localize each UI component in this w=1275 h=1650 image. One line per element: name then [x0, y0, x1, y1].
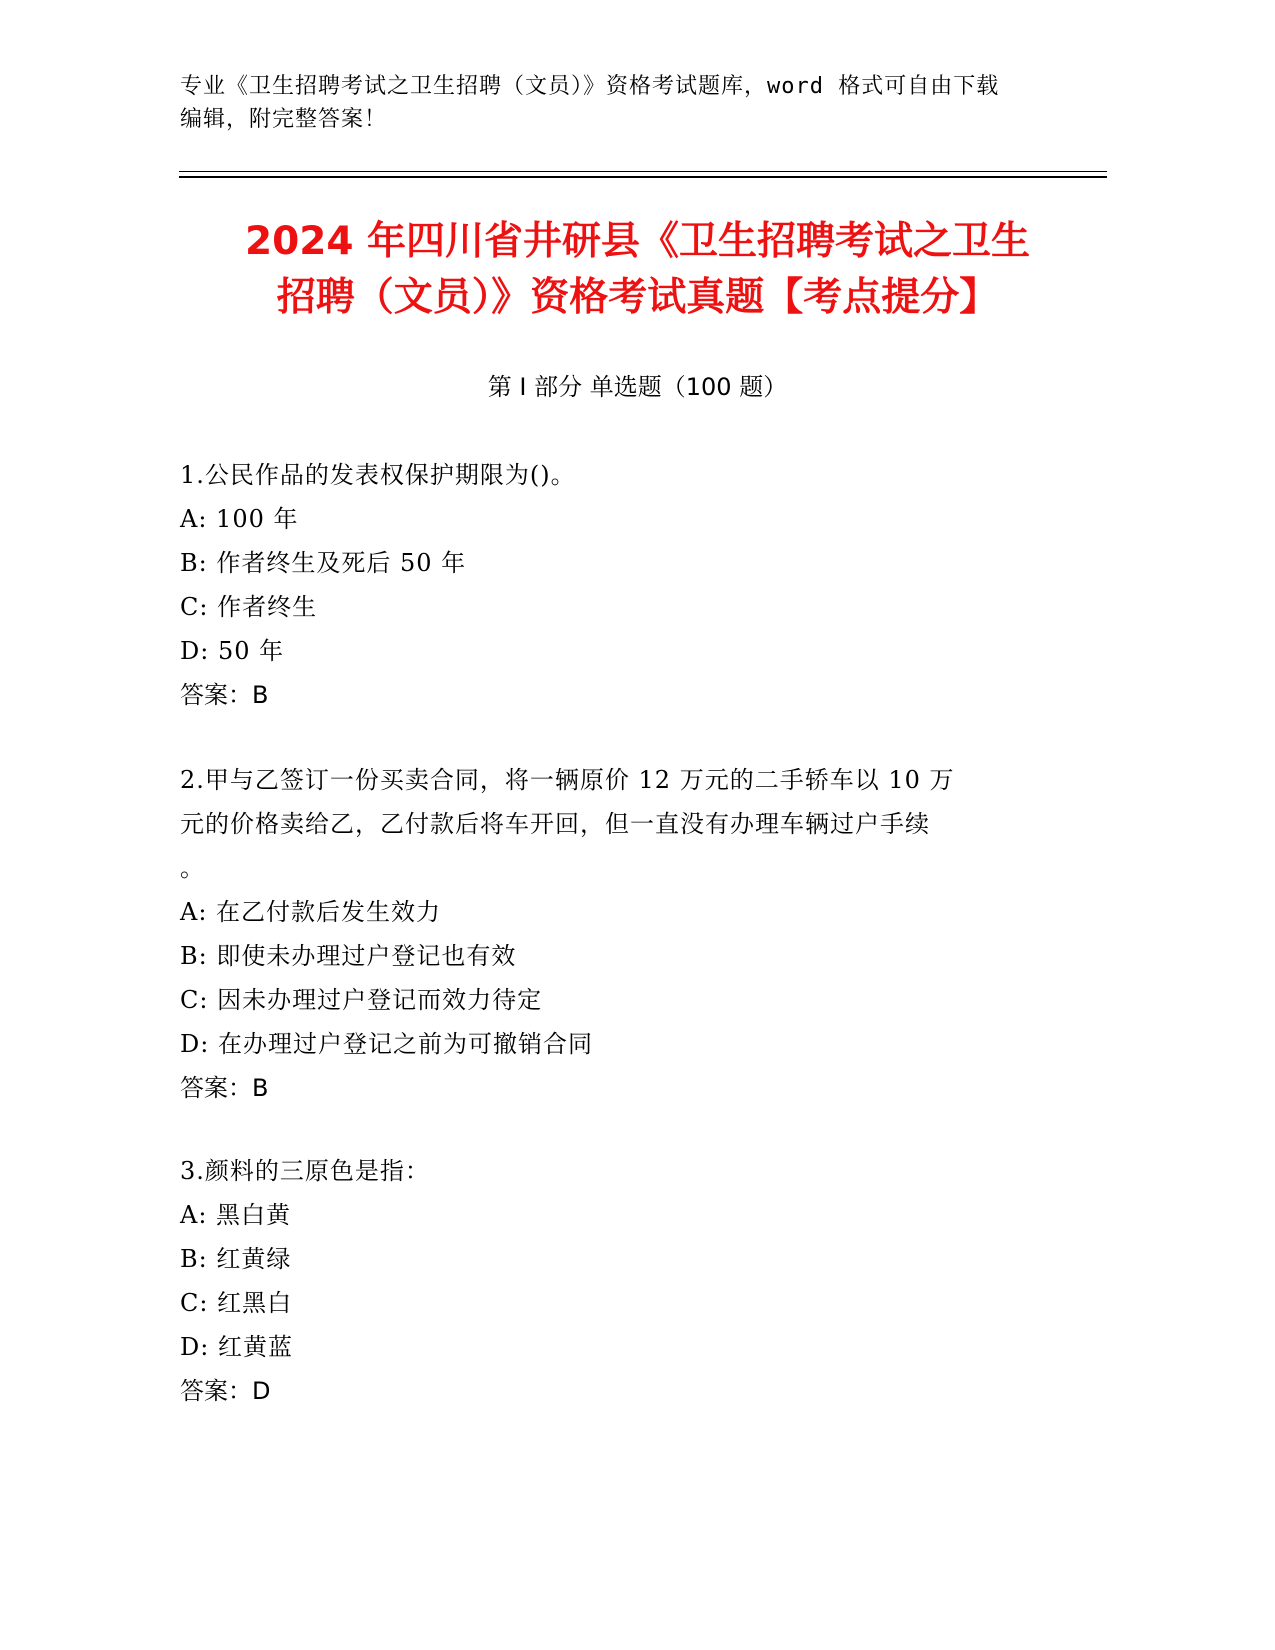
header-divider-thin	[179, 171, 1107, 172]
question-3	[180, 1149, 1030, 1413]
question-stem-line-2: 元的价格卖给乙，乙付款后将车开回，但一直没有办理车辆过户手续	[180, 810, 930, 838]
title-line-1: 2024 年四川省井研县《卫生招聘考试之卫生	[244, 219, 1031, 264]
question-stem: 3.颜料的三原色是指：	[180, 1157, 430, 1185]
option-d: D: 红黄蓝	[180, 1333, 293, 1361]
answer: 答案：B	[180, 681, 269, 709]
option-a: A: 100 年	[180, 505, 299, 533]
page-header	[180, 70, 1060, 136]
question-2	[180, 758, 1030, 1110]
option-c: C: 红黑白	[180, 1289, 293, 1317]
title-line-2: 招聘（文员）》资格考试真题【考点提分】	[276, 275, 999, 320]
option-c: C: 因未办理过户登记而效力待定	[180, 986, 543, 1014]
header-line-1: 专业《卫生招聘考试之卫生招聘（文员）》资格考试题库，word 格式可自由下载	[180, 74, 1000, 99]
option-b: B: 作者终生及死后 50 年	[180, 549, 467, 577]
header-divider-thick	[179, 176, 1107, 178]
question-stem: 1.公民作品的发表权保护期限为()。	[180, 461, 576, 489]
option-d: D: 50 年	[180, 637, 285, 665]
answer: 答案：D	[180, 1377, 271, 1405]
header-line-2: 编辑，附完整答案！	[180, 107, 388, 132]
question-stem-line-1: 2.甲与乙签订一份买卖合同，将一辆原价 12 万元的二手轿车以 10 万	[180, 766, 955, 794]
option-a: A: 在乙付款后发生效力	[180, 898, 442, 926]
question-1	[180, 453, 1030, 717]
question-stem-line-3: 。	[180, 854, 205, 882]
option-b: B: 即使未办理过户登记也有效	[180, 942, 517, 970]
option-a: A: 黑白黄	[180, 1201, 292, 1229]
option-c: C: 作者终生	[180, 593, 318, 621]
option-d: D: 在办理过户登记之前为可撤销合同	[180, 1030, 593, 1058]
option-b: B: 红黄绿	[180, 1245, 292, 1273]
section-heading: 第 I 部分 单选题（100 题）	[487, 373, 788, 401]
document-title	[130, 214, 1145, 326]
answer: 答案：B	[180, 1074, 269, 1102]
